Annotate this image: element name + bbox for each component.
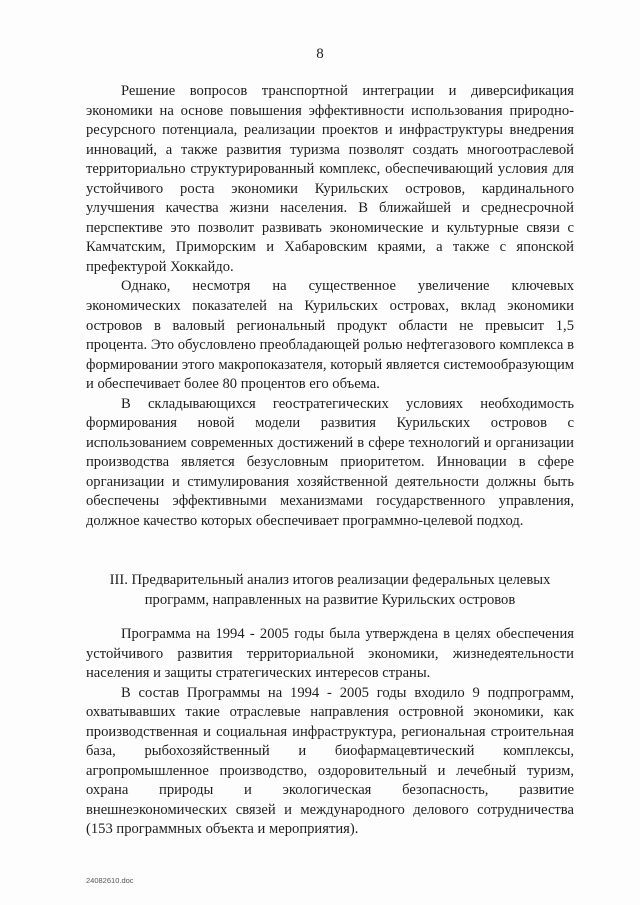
- footer-filename: 24082610.doc: [86, 876, 134, 885]
- page-number: 8: [316, 46, 324, 62]
- body-text-bottom: [86, 625, 574, 840]
- paragraph-3: В складывающихся геостратегических условиях необходимость формирования новой модели развития Курильских островов с использованием современных достижений в сфере технологий и организации производства является безусловным приоритетом. Инновации в сфере организации и стимулирования хозяйственной деятельности должны быть обеспечены эффективными механизмами государственного управления, должное качество которых обеспечивает программно-целевой подход.: [86, 395, 574, 530]
- body-text-top: [86, 82, 574, 532]
- paragraph-2: Однако, несмотря на существенное увеличение ключевых экономических показателей на Курильских островах, вклад экономики островов в валовый региональный продукт области не превысит 1,5 процента. Это обусловлено преобладающей ролью нефтегазового комплекса в формировании этого макропоказателя, который является системообразующим и обеспечивает более 80 процентов его объема.: [86, 278, 574, 393]
- section-heading-line-2: программ, направленных на развитие Курильских островов: [144, 591, 516, 608]
- paragraph-1: Решение вопросов транспортной интеграции и диверсификация экономики на основе повышения эффективности использования природно-ресурсного потенциала, реализации проектов и инфраструктуры внедрения инноваций, а также развития туризма позволят создать многоотраслевой территориально структурированный комплекс, обеспечивающий условия для устойчивого роста экономики Курильских островов, кардинального улучшения качества жизни населения. В ближайшей и среднесрочной перспективе это позволит развивать экономические и культурные связи с Камчатским, Приморским и Хабаровским краями, а также с японской префектурой Хоккайдо.: [86, 83, 574, 275]
- section-heading-line-1: III. Предварительный анализ итогов реализации федеральных целевых: [109, 572, 551, 588]
- paragraph-4: Программа на 1994 - 2005 годы была утверждена в целях обеспечения устойчивого развития территориальной экономики, жизнедеятельности населения и защиты стратегических интересов страны.: [86, 626, 574, 682]
- paragraph-5: В состав Программы на 1994 - 2005 годы входило 9 подпрограмм, охватывавших такие отраслевые направления островной экономики, как производственная и социальная инфраструктура, региональная строительная база, рыбохозяйственный и биофармацевтический комплексы, агропромышленное производство, оздоровительный и лечебный туризм, охрана природы и экологическая безопасность, развитие внешнеэкономических связей и международного делового сотрудничества (153 программных объекта и мероприятия).: [86, 684, 574, 838]
- section-heading: [86, 571, 574, 610]
